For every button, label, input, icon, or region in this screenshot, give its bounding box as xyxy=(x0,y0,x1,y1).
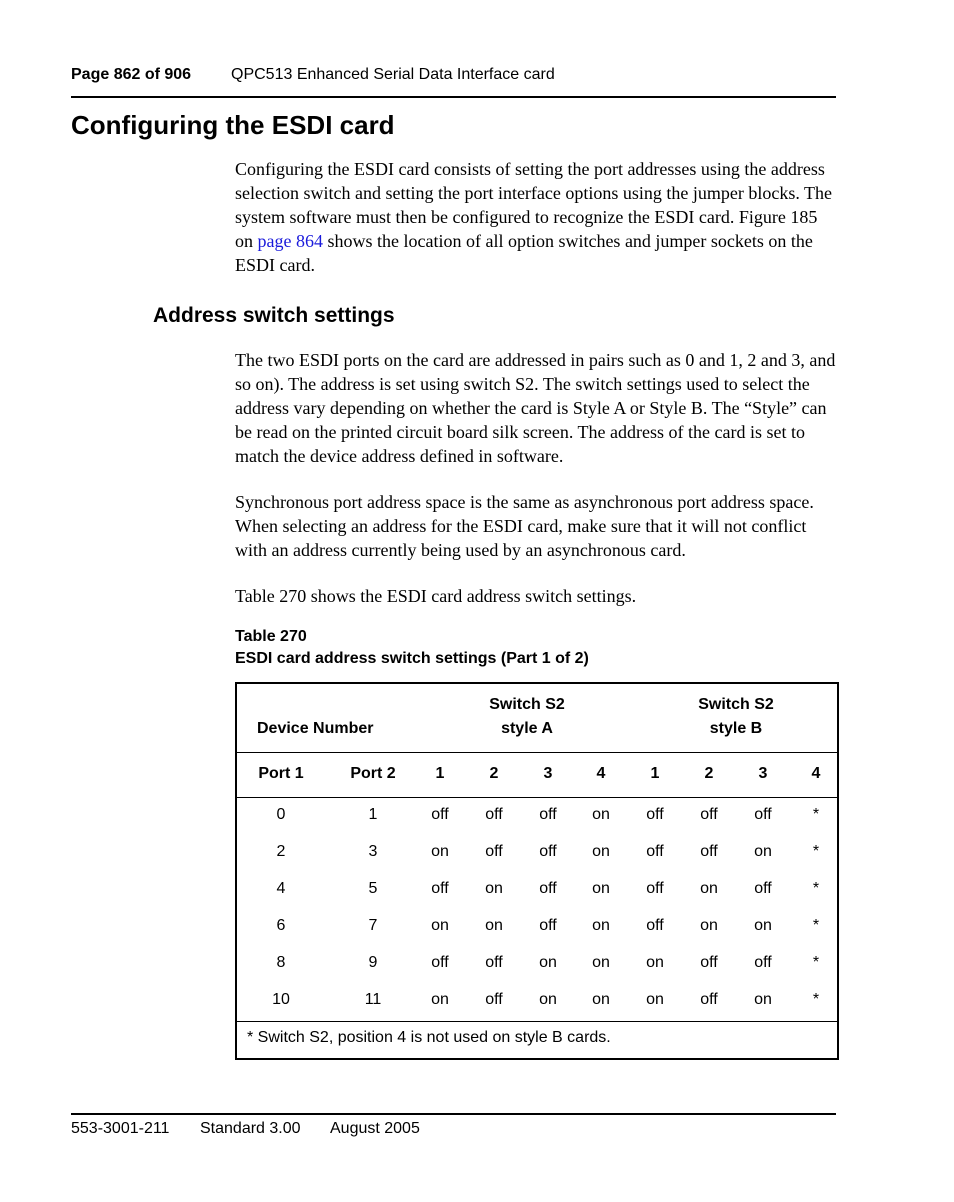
style-a-header-line1: Switch S2 xyxy=(489,696,565,713)
column-header: 4 xyxy=(596,765,606,782)
device-number-header: Device Number xyxy=(257,720,374,737)
column-header: 4 xyxy=(811,765,821,782)
table-cell: off xyxy=(539,806,557,823)
paragraph-table-ref: Table 270 shows the ESDI card address switch settings. xyxy=(235,586,637,606)
column-header: 3 xyxy=(758,765,768,782)
table-cell: 8 xyxy=(276,954,286,971)
intro-paragraph xyxy=(235,157,836,277)
table-cell: 9 xyxy=(368,954,378,971)
table-cell: 10 xyxy=(272,991,290,1008)
publication-date: August 2005 xyxy=(330,1120,420,1137)
table-cell: on xyxy=(592,954,610,971)
paragraph-address-space: Synchronous port address space is the same as asynchronous port address space. When selecting an address for the ESDI card, make sure that it will not conflict with an address currently being used by an asynchronous card. xyxy=(235,492,814,560)
subsection-title: Address switch settings xyxy=(153,304,395,327)
style-a-header-line2: style A xyxy=(501,720,553,737)
column-header: Port 1 xyxy=(258,765,304,782)
table-cell: * xyxy=(812,806,820,823)
column-header: 2 xyxy=(489,765,499,782)
table-cell: on xyxy=(646,991,664,1008)
table-cell: 5 xyxy=(368,880,378,897)
column-header: 1 xyxy=(650,765,660,782)
table-cell: off xyxy=(485,954,503,971)
table-cell: on xyxy=(646,954,664,971)
table-cell: on xyxy=(431,991,449,1008)
table-cell: 11 xyxy=(364,991,382,1008)
column-header: 1 xyxy=(435,765,445,782)
table-cell: off xyxy=(485,806,503,823)
table-cell: * xyxy=(812,917,820,934)
table-cell: on xyxy=(700,917,718,934)
table-cell: off xyxy=(754,806,772,823)
table-cell: off xyxy=(646,806,664,823)
table-cell: on xyxy=(592,917,610,934)
table-cell: on xyxy=(539,991,557,1008)
table-cell: off xyxy=(431,806,449,823)
table-cell: off xyxy=(539,843,557,860)
table-cell: * xyxy=(812,843,820,860)
table-cell: on xyxy=(754,843,772,860)
table-cell: off xyxy=(646,917,664,934)
style-b-header-line1: Switch S2 xyxy=(698,696,774,713)
table-cell: 7 xyxy=(368,917,378,934)
table-cell: on xyxy=(592,806,610,823)
page-footer xyxy=(71,1113,836,1137)
document-number: 553-3001-211 xyxy=(71,1120,170,1137)
column-header: 3 xyxy=(543,765,553,782)
table-cell: * xyxy=(812,880,820,897)
page-link[interactable]: page 864 xyxy=(257,231,323,251)
table-cell: 6 xyxy=(276,917,286,934)
style-b-header-line2: style B xyxy=(709,720,763,737)
column-header: Port 2 xyxy=(350,765,396,782)
table-cell: off xyxy=(431,880,449,897)
table-cell: off xyxy=(646,880,664,897)
table-cell: on xyxy=(485,917,503,934)
table-divider xyxy=(237,797,837,798)
table-cell: * xyxy=(812,954,820,971)
table-cell: 4 xyxy=(276,880,286,897)
section-title: Configuring the ESDI card xyxy=(71,110,395,140)
table-footnote: * Switch S2, position 4 is not used on style B cards. xyxy=(247,1029,611,1046)
table-cell: off xyxy=(700,991,718,1008)
document-title: QPC513 Enhanced Serial Data Interface card xyxy=(231,66,555,83)
table-cell: on xyxy=(592,991,610,1008)
standard-version: Standard 3.00 xyxy=(200,1120,301,1137)
paragraph-addressing: The two ESDI ports on the card are addressed in pairs such as 0 and 1, 2 and 3, and so on). The address is set using switch S2. The switch settings used to select the address vary depending on whether the card is Style A or Style B. The “Style” can be read on the printed circuit board silk screen. The address of the card is set to match the device address defined in software. xyxy=(235,350,836,466)
table-cell: on xyxy=(592,880,610,897)
table-cell: * xyxy=(812,991,820,1008)
column-header: 2 xyxy=(704,765,714,782)
table-cell: 0 xyxy=(276,806,286,823)
table-cell: off xyxy=(485,991,503,1008)
table-cell: on xyxy=(754,917,772,934)
table-cell: on xyxy=(754,991,772,1008)
table-divider xyxy=(237,752,837,753)
table-cell: off xyxy=(431,954,449,971)
intro-text-1: Configuring the ESDI card consists of setting the port addresses using the address selection switch and setting the port interface options using the jumper blocks. The system software must then be configured to recognize the ESDI card. Figure 185 on xyxy=(235,159,833,251)
table-cell: off xyxy=(754,880,772,897)
table-cell: on xyxy=(700,880,718,897)
page-number: Page 862 of 906 xyxy=(71,66,192,83)
page-header xyxy=(71,66,836,98)
table-cell: on xyxy=(539,954,557,971)
address-switch-table xyxy=(235,682,839,1060)
table-cell: 2 xyxy=(276,843,286,860)
table-cell: on xyxy=(431,917,449,934)
table-cell: on xyxy=(485,880,503,897)
table-divider xyxy=(237,1021,837,1022)
table-cell: on xyxy=(592,843,610,860)
table-cell: off xyxy=(646,843,664,860)
table-cell: 3 xyxy=(368,843,378,860)
table-cell: off xyxy=(700,806,718,823)
table-cell: 1 xyxy=(368,806,378,823)
table-cell: off xyxy=(485,843,503,860)
table-cell: off xyxy=(539,880,557,897)
intro-text-2: shows the location of all option switches and jumper sockets on the ESDI card. xyxy=(235,231,813,275)
table-cell: off xyxy=(539,917,557,934)
table-cell: off xyxy=(754,954,772,971)
table-caption-number: Table 270 xyxy=(235,628,307,645)
table-cell: off xyxy=(700,843,718,860)
table-cell: off xyxy=(700,954,718,971)
table-cell: on xyxy=(431,843,449,860)
table-caption-title: ESDI card address switch settings (Part 1 of 2) xyxy=(235,650,589,667)
